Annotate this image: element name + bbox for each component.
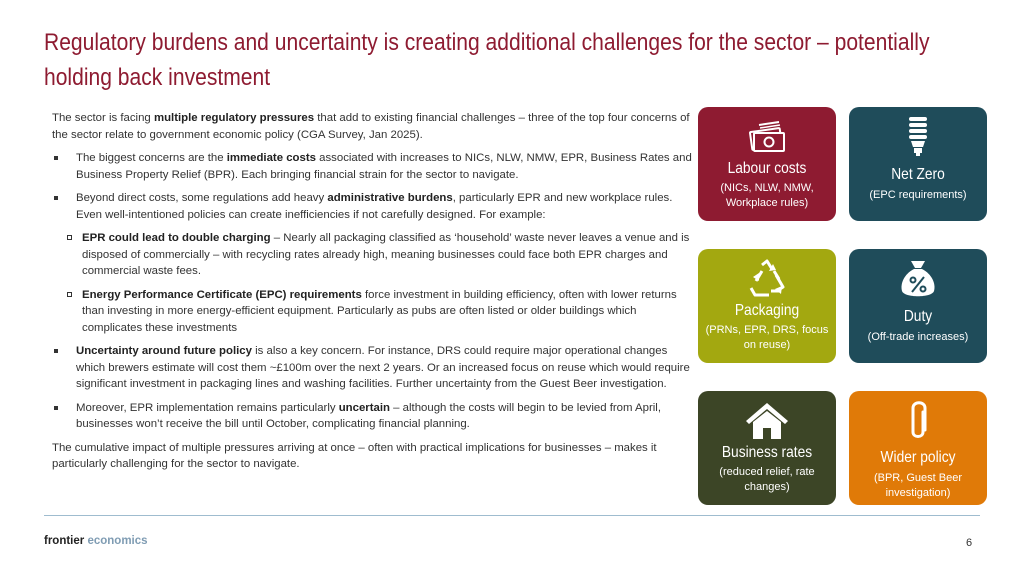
card-title: Labour costs: [727, 160, 807, 177]
bullet-list: [52, 150, 697, 433]
card-subtitle: (PRNs, EPR, DRS, focus on reuse): [705, 324, 829, 351]
money-bag-percent-icon: [849, 257, 987, 301]
card-title: Packaging: [734, 302, 800, 319]
bullet-administrative-burdens: Beyond direct costs, some regulations add heavy administrative burdens, particularly EPR and new workplace rules. Even well-intentioned policies can create inefficiencies if not carefully designed. For example:: [52, 190, 697, 223]
page-number: 6: [966, 537, 973, 549]
sub-bullet-epr: EPR could lead to double charging – Nearly all packaging classified as ‘household’ waste never leaves a venue and is disposed of commercially – with recycling rates already high, meaning businesses could face both EPR charges and commercial waste fees.: [52, 230, 697, 280]
card-wider-policy: [849, 391, 987, 505]
card-title: Net Zero: [891, 166, 945, 183]
card-labour-costs: [698, 107, 836, 221]
recycle-icon: [698, 257, 836, 301]
bullet-epr-uncertain: Moreover, EPR implementation remains particularly uncertain – although the costs will begin to be levied from April, businesses won’t receive the bill until October, complicating financial planning.: [52, 400, 697, 433]
card-title: Duty: [903, 308, 933, 325]
lightbulb-icon: [849, 115, 987, 159]
footer-divider: [44, 515, 980, 516]
house-icon: [698, 399, 836, 443]
card-title: Business rates: [721, 444, 813, 461]
card-subtitle: (Off-trade increases): [867, 331, 969, 343]
card-subtitle: (reduced relief, rate changes): [719, 466, 815, 493]
page-title: Regulatory burdens and uncertainty is creating additional challenges for the sector – potentially holding back investment: [44, 29, 930, 91]
bullet-immediate-costs: The biggest concerns are the immediate costs associated with increases to NICs, NLW, NMW, EPR, Business Rates and Business Property Relief (BPR). Each bringing financial strain for the sector to navigate.: [52, 150, 697, 183]
card-business-rates: [698, 391, 836, 505]
money-icon: [698, 115, 836, 159]
card-title: Wider policy: [880, 449, 956, 466]
card-packaging: [698, 249, 836, 363]
paperclip-icon: [849, 399, 987, 443]
body-text: [52, 110, 697, 480]
card-duty: [849, 249, 987, 363]
sub-bullet-epc: Energy Performance Certificate (EPC) requirements force investment in building efficiency, often with lower returns than investing in more energy-efficient equipment. Particularly as pubs are often listed or older buildings which complicates these investments: [52, 287, 697, 337]
card-subtitle: (EPC requirements): [869, 189, 967, 201]
card-subtitle: (NICs, NLW, NMW, Workplace rules): [720, 182, 814, 209]
brand-logo: frontier economics: [44, 535, 148, 547]
card-subtitle: (BPR, Guest Beer investigation): [873, 472, 963, 499]
intro-paragraph: The sector is facing multiple regulatory pressures that add to existing financial challenges – three of the top four concerns of the sector relate to government economic policy (CGA Survey, Jan 2025).: [52, 112, 690, 141]
conclusion-paragraph: The cumulative impact of multiple pressures arriving at once – often with practical implications for businesses – makes it particularly challenging for the sector to navigate.: [52, 441, 657, 470]
card-net-zero: [849, 107, 987, 221]
bullet-uncertainty: Uncertainty around future policy is also a key concern. For instance, DRS could require major operational changes which brewers estimate will cost them ~£100m over the next 2 years. Or an increased focus on reuse which would require significant investment in packaging lines and washing facilities. Further uncertainty from the Guest Beer investigation.: [52, 343, 697, 393]
